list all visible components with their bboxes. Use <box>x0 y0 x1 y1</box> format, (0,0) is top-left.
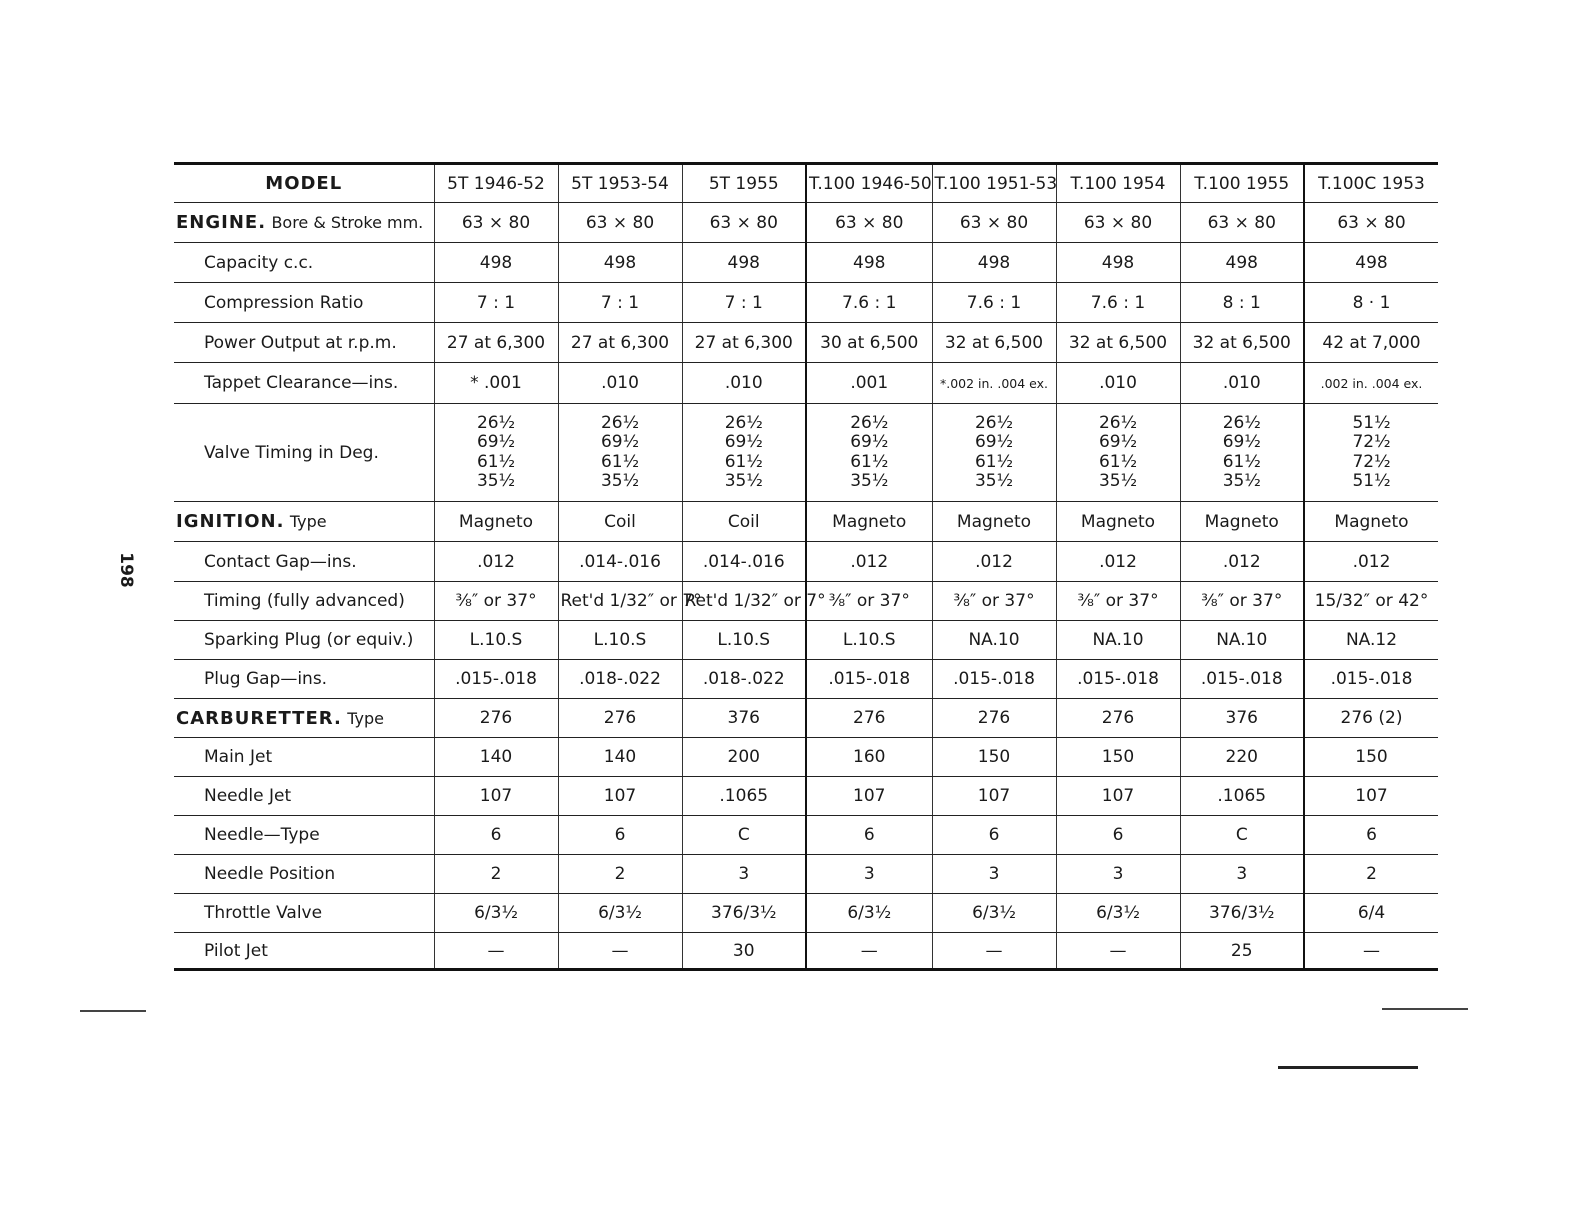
table-cell: 150 <box>932 738 1056 777</box>
table-cell: 3 <box>682 855 806 894</box>
table-cell: 107 <box>434 777 558 816</box>
table-cell: Magneto <box>932 502 1056 542</box>
table-row <box>174 542 1438 582</box>
section-subheading: Type <box>347 708 384 728</box>
row-label <box>174 816 434 855</box>
table-cell: Magneto <box>1304 502 1438 542</box>
table-cell: 276 <box>558 699 682 738</box>
table-cell: .010 <box>558 363 682 404</box>
table-cell: Coil <box>558 502 682 542</box>
table-cell: NA.10 <box>1056 621 1180 660</box>
row-label-text: Main Jet <box>204 747 273 767</box>
table-cell: — <box>1304 933 1438 970</box>
table-cell: 6/3½ <box>1056 894 1180 933</box>
table-cell: 7 : 1 <box>558 283 682 323</box>
table-cell: ⅜″ or 37° <box>932 582 1056 621</box>
table-cell: C <box>682 816 806 855</box>
valve-timing-value: 69½ <box>1098 432 1138 452</box>
table-cell: 63 × 80 <box>558 203 682 243</box>
table-cell: .014-.016 <box>558 542 682 582</box>
table-cell: 140 <box>558 738 682 777</box>
table-cell: 200 <box>682 738 806 777</box>
table-cell: 2 <box>1304 855 1438 894</box>
table-cell: 6 <box>806 816 932 855</box>
table-cell: 6 <box>932 816 1056 855</box>
valve-timing-value: 35½ <box>476 471 516 491</box>
row-label-text: Throttle Valve <box>204 903 323 923</box>
valve-timing-value: 72½ <box>1352 451 1391 472</box>
table-cell: * .001 <box>434 363 558 404</box>
table-cell: 15/32″ or 42° <box>1304 582 1438 621</box>
table-cell: 276 <box>932 699 1056 738</box>
section-heading: CARBURETTER. <box>176 707 342 729</box>
valve-timing-cell <box>1056 404 1180 502</box>
table-cell: .012 <box>1304 542 1438 582</box>
table-cell: 6 <box>1304 816 1438 855</box>
valve-timing-value: 51½ <box>1352 412 1391 433</box>
table-cell: 3 <box>1056 855 1180 894</box>
column-header: 5T 1946-52 <box>434 164 558 203</box>
table-row <box>174 404 1438 502</box>
valve-timing-cell <box>1180 404 1304 502</box>
table-cell: 63 × 80 <box>434 203 558 243</box>
row-label <box>174 582 434 621</box>
row-label <box>174 777 434 816</box>
row-label <box>174 323 434 363</box>
table-cell: Coil <box>682 502 806 542</box>
table-cell: 32 at 6,500 <box>1056 323 1180 363</box>
valve-timing-value: 35½ <box>600 471 640 491</box>
table-cell: 107 <box>806 777 932 816</box>
valve-timing-cell <box>682 404 806 502</box>
valve-timing-value: 61½ <box>724 451 763 472</box>
table-header-row <box>174 164 1438 203</box>
table-cell: 498 <box>1304 243 1438 283</box>
table-cell: NA.10 <box>932 621 1056 660</box>
table-cell: 376 <box>1180 699 1304 738</box>
table-cell: 276 <box>434 699 558 738</box>
column-header: T.100C 1953 <box>1304 164 1438 203</box>
table-cell: 6/3½ <box>558 894 682 933</box>
table-cell: — <box>558 933 682 970</box>
table-cell: — <box>1056 933 1180 970</box>
valve-timing-value: 61½ <box>850 451 889 472</box>
row-label <box>174 203 434 243</box>
valve-timing-value: 35½ <box>974 471 1014 491</box>
section-heading: ENGINE. <box>176 212 267 233</box>
table-cell: ⅜″ or 37° <box>1180 582 1304 621</box>
table-cell: 6 <box>434 816 558 855</box>
row-label-text: Capacity c.c. <box>204 252 314 273</box>
table-cell: 8 : 1 <box>1180 283 1304 323</box>
table-cell: 150 <box>1304 738 1438 777</box>
table-row <box>174 933 1438 970</box>
row-label-text: Needle Position <box>204 864 336 884</box>
table-cell: 220 <box>1180 738 1304 777</box>
table-cell: 276 (2) <box>1304 699 1438 738</box>
table-cell: L.10.S <box>558 621 682 660</box>
table-row <box>174 582 1438 621</box>
row-label-text: Pilot Jet <box>204 940 268 961</box>
table-cell: *.002 in. .004 ex. <box>932 363 1056 404</box>
table-cell: 498 <box>932 243 1056 283</box>
table-cell: 276 <box>806 699 932 738</box>
valve-timing-value: 26½ <box>476 412 516 433</box>
row-label <box>174 502 434 542</box>
table-cell: Ret'd 1/32″ or 7° <box>558 582 682 621</box>
model-label: MODEL <box>265 173 343 194</box>
table-cell: 107 <box>558 777 682 816</box>
table-cell: 6/3½ <box>806 894 932 933</box>
row-label <box>174 738 434 777</box>
row-label <box>174 699 434 738</box>
table-cell: .015-.018 <box>1180 660 1304 699</box>
section-heading: IGNITION. <box>176 511 285 532</box>
column-header: 5T 1955 <box>682 164 806 203</box>
row-label <box>174 660 434 699</box>
table-cell: 32 at 6,500 <box>932 323 1056 363</box>
table-cell: 498 <box>682 243 806 283</box>
table-cell: .002 in. .004 ex. <box>1304 363 1438 404</box>
row-label-text: Sparking Plug (or equiv.) <box>204 630 414 650</box>
table-cell: — <box>932 933 1056 970</box>
table-cell: 107 <box>1304 777 1438 816</box>
table-cell: 376 <box>682 699 806 738</box>
column-header: T.100 1951-53 <box>932 164 1056 203</box>
valve-timing-value: 35½ <box>1098 471 1138 491</box>
valve-timing-value: 61½ <box>974 451 1014 472</box>
valve-timing-value: 61½ <box>600 451 640 472</box>
table-cell: 8 · 1 <box>1304 283 1438 323</box>
table-cell: 7.6 : 1 <box>806 283 932 323</box>
table-cell: 25 <box>1180 933 1304 970</box>
row-label <box>174 542 434 582</box>
table-cell: 498 <box>558 243 682 283</box>
table-cell: 498 <box>1180 243 1304 283</box>
table-cell: 160 <box>806 738 932 777</box>
table-cell: 7 : 1 <box>682 283 806 323</box>
table-cell: 63 × 80 <box>806 203 932 243</box>
table-cell: 27 at 6,300 <box>558 323 682 363</box>
table-cell: 63 × 80 <box>682 203 806 243</box>
scan-mark-bottom <box>1278 1066 1418 1069</box>
table-cell: 63 × 80 <box>1304 203 1438 243</box>
table-cell: .012 <box>806 542 932 582</box>
table-cell: .015-.018 <box>434 660 558 699</box>
table-cell: 150 <box>1056 738 1180 777</box>
scan-mark-right <box>1382 1008 1468 1010</box>
table-cell: 63 × 80 <box>1056 203 1180 243</box>
row-label <box>174 894 434 933</box>
valve-timing-value: 35½ <box>724 471 763 491</box>
valve-timing-value: 69½ <box>974 432 1014 452</box>
row-label <box>174 621 434 660</box>
table-cell: 498 <box>434 243 558 283</box>
table-cell: 30 at 6,500 <box>806 323 932 363</box>
valve-timing-value: 69½ <box>476 432 516 452</box>
column-header: 5T 1953-54 <box>558 164 682 203</box>
table-cell: .018-.022 <box>682 660 806 699</box>
table-cell: 32 at 6,500 <box>1180 323 1304 363</box>
row-label-text: Needle Jet <box>204 786 292 806</box>
table-cell: ⅜″ or 37° <box>434 582 558 621</box>
table-cell: Magneto <box>1056 502 1180 542</box>
valve-timing-value: 26½ <box>600 412 640 433</box>
row-label <box>174 404 434 502</box>
row-label-text: Plug Gap—ins. <box>204 669 328 689</box>
row-label-text: Tappet Clearance—ins. <box>204 373 399 393</box>
valve-timing-value: 69½ <box>600 432 640 452</box>
section-subheading: Type <box>289 512 327 531</box>
table-cell: 376/3½ <box>682 894 806 933</box>
table-cell: 30 <box>682 933 806 970</box>
table-cell: .010 <box>1056 363 1180 404</box>
table-cell: ⅜″ or 37° <box>806 582 932 621</box>
table-cell: 7.6 : 1 <box>1056 283 1180 323</box>
table-cell: 6 <box>558 816 682 855</box>
row-label-text: Power Output at r.p.m. <box>204 332 397 353</box>
table-cell: .015-.018 <box>932 660 1056 699</box>
table-cell: L.10.S <box>806 621 932 660</box>
table-cell: Magneto <box>1180 502 1304 542</box>
row-label <box>174 855 434 894</box>
table-cell: .014-.016 <box>682 542 806 582</box>
table-cell: — <box>806 933 932 970</box>
table-cell: 7 : 1 <box>434 283 558 323</box>
table-row <box>174 363 1438 404</box>
table-cell: .015-.018 <box>1304 660 1438 699</box>
row-label-text: Needle—Type <box>204 825 320 845</box>
valve-timing-cell <box>932 404 1056 502</box>
table-cell: 63 × 80 <box>1180 203 1304 243</box>
valve-timing-value: 69½ <box>850 432 889 452</box>
table-cell: 276 <box>1056 699 1180 738</box>
valve-timing-value: 61½ <box>476 451 516 472</box>
valve-timing-value: 51½ <box>1352 471 1391 491</box>
table-cell: .012 <box>932 542 1056 582</box>
table-row <box>174 699 1438 738</box>
column-header: T.100 1955 <box>1180 164 1304 203</box>
table-cell: .012 <box>1180 542 1304 582</box>
table-cell: Magneto <box>434 502 558 542</box>
column-header: T.100 1946-50 <box>806 164 932 203</box>
valve-timing-value: 35½ <box>850 471 889 491</box>
valve-timing-cell <box>806 404 932 502</box>
table-cell: 6/3½ <box>932 894 1056 933</box>
table-cell: 6 <box>1056 816 1180 855</box>
table-cell: .010 <box>1180 363 1304 404</box>
row-label-text: Timing (fully advanced) <box>204 591 405 611</box>
table-cell: .015-.018 <box>1056 660 1180 699</box>
table-cell: 3 <box>1180 855 1304 894</box>
valve-timing-value: 72½ <box>1352 432 1391 452</box>
table-row <box>174 283 1438 323</box>
table-row <box>174 660 1438 699</box>
valve-timing-value: 26½ <box>724 412 763 433</box>
table-cell: C <box>1180 816 1304 855</box>
table-cell: 2 <box>434 855 558 894</box>
table-row <box>174 621 1438 660</box>
table-cell: 3 <box>932 855 1056 894</box>
table-cell: 63 × 80 <box>932 203 1056 243</box>
table-cell: .010 <box>682 363 806 404</box>
table-cell: 376/3½ <box>1180 894 1304 933</box>
table-cell: .018-.022 <box>558 660 682 699</box>
table-cell: L.10.S <box>434 621 558 660</box>
valve-timing-value: 61½ <box>1098 451 1138 472</box>
specification-table <box>174 162 1438 971</box>
row-label <box>174 933 434 970</box>
table-cell: 7.6 : 1 <box>932 283 1056 323</box>
table-cell: Ret'd 1/32″ or 7° <box>682 582 806 621</box>
table-cell: NA.10 <box>1180 621 1304 660</box>
valve-timing-cell <box>1304 404 1438 502</box>
table-row <box>174 203 1438 243</box>
table-cell: ⅜″ or 37° <box>1056 582 1180 621</box>
valve-timing-value: 61½ <box>1222 451 1261 472</box>
table-row <box>174 323 1438 363</box>
valve-timing-value: 26½ <box>1098 412 1138 433</box>
valve-timing-value: 26½ <box>974 412 1014 433</box>
table-row <box>174 855 1438 894</box>
valve-timing-value: 26½ <box>850 412 889 433</box>
row-label-text: Contact Gap—ins. <box>204 551 357 572</box>
table-cell: .015-.018 <box>806 660 932 699</box>
section-subheading: Bore & Stroke mm. <box>271 213 424 232</box>
table-cell: 498 <box>1056 243 1180 283</box>
scan-mark-left <box>80 1010 146 1012</box>
table-cell: Magneto <box>806 502 932 542</box>
table-cell: 107 <box>1056 777 1180 816</box>
table-cell: 2 <box>558 855 682 894</box>
table-row <box>174 502 1438 542</box>
table-cell: 42 at 7,000 <box>1304 323 1438 363</box>
table-cell: 27 at 6,300 <box>434 323 558 363</box>
row-label-text: Valve Timing in Deg. <box>204 442 379 463</box>
valve-timing-value: 26½ <box>1222 412 1261 433</box>
table-cell: 3 <box>806 855 932 894</box>
model-header-cell <box>174 164 434 203</box>
page-number: 198 <box>115 552 136 588</box>
table-cell: NA.12 <box>1304 621 1438 660</box>
valve-timing-value: 35½ <box>1222 471 1261 491</box>
table-row <box>174 894 1438 933</box>
table-cell: 6/4 <box>1304 894 1438 933</box>
table-cell: 27 at 6,300 <box>682 323 806 363</box>
table-row <box>174 738 1438 777</box>
table-cell: .1065 <box>1180 777 1304 816</box>
row-label <box>174 363 434 404</box>
valve-timing-value: 69½ <box>724 432 763 452</box>
table-row <box>174 243 1438 283</box>
valve-timing-cell <box>434 404 558 502</box>
table-cell: 6/3½ <box>434 894 558 933</box>
table-cell: L.10.S <box>682 621 806 660</box>
table-cell: .001 <box>806 363 932 404</box>
table-cell: — <box>434 933 558 970</box>
row-label-text: Compression Ratio <box>204 292 364 313</box>
table-cell: 107 <box>932 777 1056 816</box>
table-row <box>174 816 1438 855</box>
row-label <box>174 243 434 283</box>
table-cell: .012 <box>1056 542 1180 582</box>
valve-timing-cell <box>558 404 682 502</box>
table-row <box>174 777 1438 816</box>
table-cell: 140 <box>434 738 558 777</box>
table-cell: .1065 <box>682 777 806 816</box>
table-cell: 498 <box>806 243 932 283</box>
column-header: T.100 1954 <box>1056 164 1180 203</box>
valve-timing-value: 69½ <box>1222 432 1261 452</box>
row-label <box>174 283 434 323</box>
specification-table-body <box>174 164 1438 970</box>
table-cell: .012 <box>434 542 558 582</box>
